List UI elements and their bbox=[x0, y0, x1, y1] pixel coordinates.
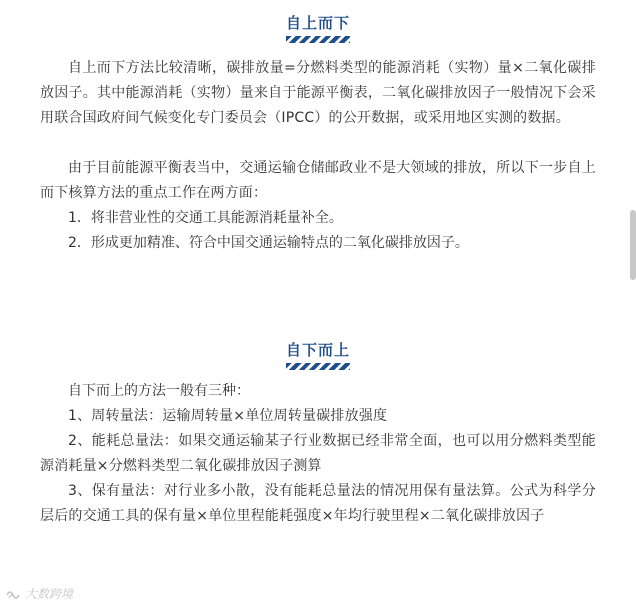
watermark-text: 大数跨境 bbox=[25, 587, 74, 601]
section-top-down-body bbox=[40, 56, 596, 256]
vertical-scrollbar[interactable] bbox=[630, 210, 636, 280]
section-title-top-down: 自上而下 bbox=[285, 14, 350, 32]
bottom-up-list-item-3: 3、保有量法：对行业多小散，没有能耗总量法的情况用保有量法算。公式为科学分层后的交通工具的保有量×单位里程能耗强度×年均行驶里程×二氧化碳排放因子 bbox=[40, 483, 596, 524]
section-bottom-up-body bbox=[40, 379, 596, 529]
wave-logo-icon bbox=[6, 587, 22, 599]
top-down-paragraph-1: 自上而下方法比较清晰，碳排放量=分燃料类型的能源消耗（实物）量×二氧化碳排放因子。其中能源消耗（实物）量来自于能源平衡表，二氧化碳排放因子一般情况下会采用联合国政府间气候变化专门委员会（IPCC）的公开数据，或采用地区实测的数据。 bbox=[40, 60, 596, 126]
bottom-up-list-item-1: 1、周转量法：运输周转量×单位周转量碳排放强度 bbox=[68, 408, 388, 424]
watermark bbox=[6, 585, 73, 602]
bottom-up-intro: 自下而上的方法一般有三种： bbox=[68, 383, 250, 399]
section-title-decoration bbox=[286, 363, 350, 370]
top-down-list-item-1: 1．将非营业性的交通工具能源消耗量补全。 bbox=[68, 210, 343, 226]
top-down-paragraph-2: 由于目前能源平衡表当中，交通运输仓储邮政业不是大领域的排放，所以下一步自上而下核算方法的重点工作在两方面： bbox=[40, 160, 596, 201]
section-title-bottom-up: 自下而上 bbox=[285, 341, 350, 359]
section-title-decoration bbox=[286, 36, 350, 43]
bottom-up-list-item-2: 2、能耗总量法：如果交通运输某子行业数据已经非常全面，也可以用分燃料类型能源消耗量×分燃料类型二氧化碳排放因子测算 bbox=[40, 433, 596, 474]
top-down-list-item-2: 2．形成更加精准、符合中国交通运输特点的二氧化碳排放因子。 bbox=[68, 235, 469, 251]
